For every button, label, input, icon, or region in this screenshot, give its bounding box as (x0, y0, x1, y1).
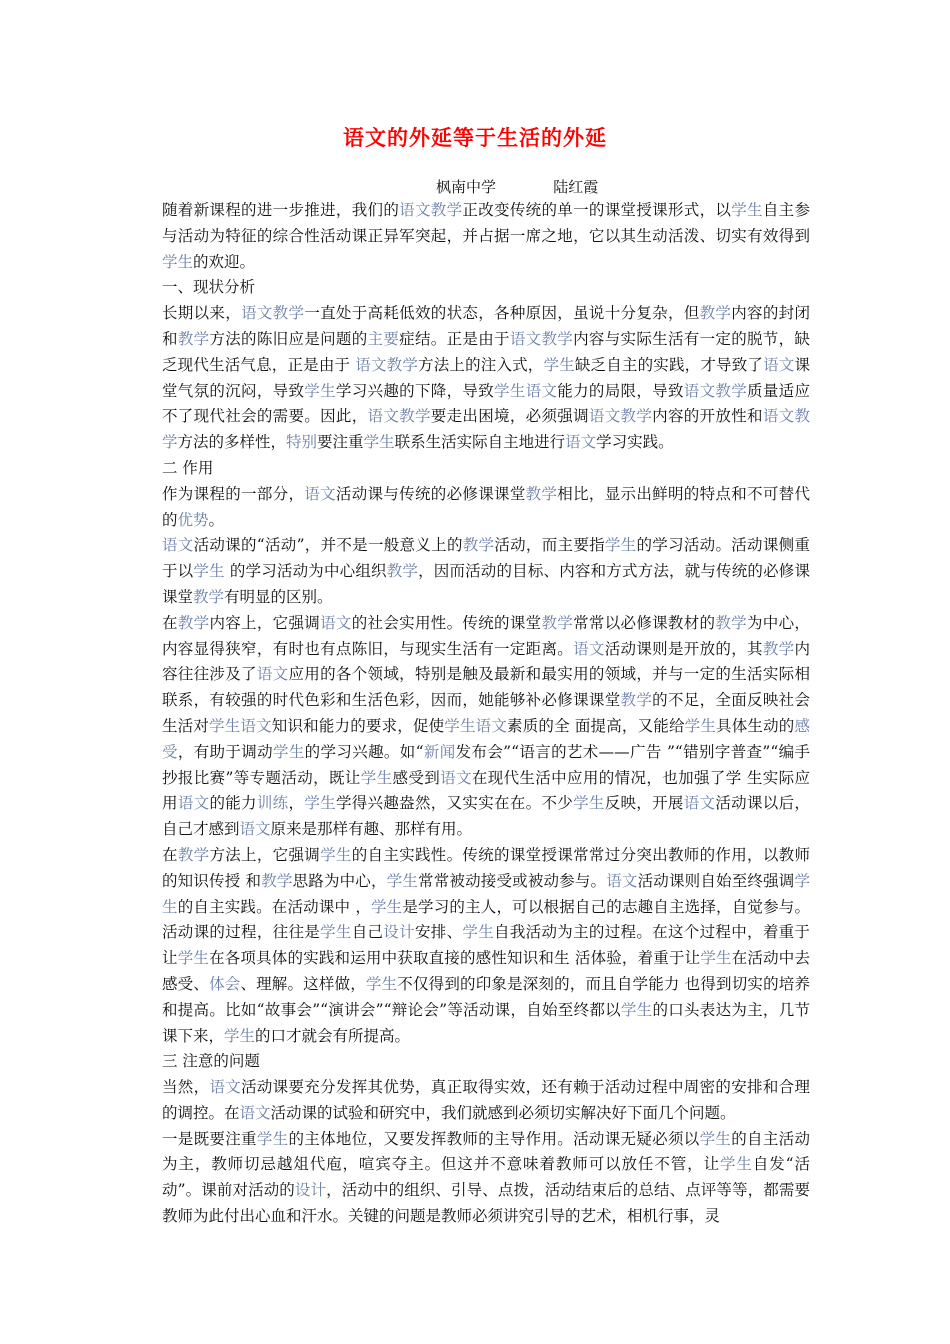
keyword-link[interactable]: 学生 (320, 923, 352, 942)
keyword-link[interactable]: 主要 (367, 329, 400, 348)
keyword-link[interactable]: 语文 (239, 820, 271, 839)
keyword-link[interactable]: 学生 (320, 845, 352, 864)
keyword-link[interactable]: 感受 (162, 716, 810, 761)
keyword-link[interactable]: 设计 (294, 1181, 327, 1200)
keyword-link[interactable]: 语文教学 (355, 355, 419, 374)
keyword-link[interactable]: 教学 (715, 613, 747, 632)
keyword-link[interactable]: 学生 (699, 1129, 732, 1148)
keyword-link[interactable]: 教学 (193, 587, 225, 606)
paragraph: 二 作用 (162, 458, 214, 477)
keyword-link[interactable]: 语文 (525, 381, 558, 400)
school-name: 枫南中学 (436, 178, 497, 196)
paragraph: 三 注意的问题 (162, 1052, 260, 1071)
page-title: 语文的外延等于生活的外延 (343, 126, 607, 150)
keyword-link[interactable]: 语文 (683, 794, 716, 813)
byline (436, 176, 598, 197)
keyword-link[interactable]: 学生 (494, 381, 526, 400)
article-body (162, 198, 810, 1230)
paragraph: 在教学内容上，它强调语文的社会实用性。传统的课堂教学常常以必修课教材的教学为中心，内容显得狭窄，有时也有点陈旧，与现实生活有一定距离。语文活动课则是开放的，其教学内容往往涉及了语文应用的各个领域，特别是触及最新和最实用的领域，并与一定的生活实际相联系，有较强的时代色彩和生活色彩，因而，她能够补必修课课堂教学的不足，全面反映社会生活对学生语文知识和能力的要求，促使学生语文素质的全 面提高，又能给学生具体生动的感受，有助于调动学生的学习兴趣。如“新闻发布会”“语言的艺术——广告 ”“错别字普查”“编手抄报比赛”等专题活动，既让学生感受到语文在现代生活中应用的情况，也加强了学 生实际应用语文的能力训练，学生学得兴趣盎然，又实实在在。不少学生反映，开展语文活动课以后，自己才感到语文原来是那样有趣、那样有用。 (162, 613, 810, 839)
keyword-link[interactable]: 语文 (239, 1103, 271, 1122)
keyword-link[interactable]: 学生 (304, 381, 336, 400)
keyword-link[interactable]: 语文教学 (509, 329, 574, 348)
keyword-link[interactable]: 语文教学 (683, 381, 748, 400)
keyword-link[interactable]: 语文 (162, 536, 194, 555)
keyword-link[interactable]: 学生 (304, 794, 336, 813)
paragraph: 在教学方法上，它强调学生的自主实践性。传统的课堂授课常常过分突出教师的作用，以教师的知识传授 和教学思路为中心，学生常常被动接受或被动参与。语文活动课则自始至终强调学生的自主实践。在活动课中 ，学生是学习的主人，可以根据自己的志趣自主选择，自觉参与。活动课的过程，往往是学生自己设计安排、学生自我活动为主的过程。在这个过程中，着重于让学生在各项具体的实践和运用中获取直接的感性知识和生 活体验，着重于让学生在活动中去感受、体会、理解。这样做，学生不仅得到的印象是深刻的，而且自学能力 也得到切实的培养和提高。比如“故事会”“演讲会”“辩论会”等活动课，自始至终都以学生的口头表达为主，几节课下来，学生的口才就会有所提高。 (162, 845, 810, 1045)
keyword-link[interactable]: 教学 (462, 536, 495, 555)
keyword-link[interactable]: 学生 (365, 974, 398, 993)
paragraph: 一、现状分析 (162, 278, 256, 297)
keyword-link[interactable]: 学生 (256, 1129, 289, 1148)
keyword-link[interactable]: 学生 (444, 716, 476, 735)
keyword-link[interactable]: 教学 (177, 329, 210, 348)
keyword-link[interactable]: 体会 (209, 974, 241, 993)
keyword-link[interactable]: 教学 (525, 484, 558, 503)
keyword-link[interactable]: 语文教学 (162, 407, 810, 452)
keyword-link[interactable]: 语文 (475, 716, 508, 735)
keyword-link[interactable]: 学生 (386, 871, 419, 890)
keyword-link[interactable]: 语文 (573, 639, 605, 658)
author-name: 陆红霞 (553, 178, 599, 196)
keyword-link[interactable]: 语文教学 (588, 407, 653, 426)
keyword-link[interactable]: 学生 (543, 355, 575, 374)
keyword-link[interactable]: 设计 (383, 923, 415, 942)
keyword-link[interactable]: 教学 (177, 845, 210, 864)
keyword-link[interactable]: 语文 (606, 871, 638, 890)
paragraph: 作为课程的一部分，语文活动课与传统的必修课课堂教学相比，显示出鲜明的特点和不可替代的优势。 (162, 484, 810, 529)
keyword-link[interactable]: 语文 (304, 484, 336, 503)
keyword-link[interactable]: 语文 (209, 1078, 242, 1097)
keyword-link[interactable]: 语文 (256, 665, 289, 684)
paragraph: 当然，语文活动课要充分发挥其优势，真正取得实效，还有赖于活动过程中周密的安排和合理的调控。在语文活动课的试验和研究中，我们就感到必须切实解决好下面几个问题。 (162, 1078, 810, 1122)
keyword-link[interactable]: 学生 (363, 433, 395, 452)
keyword-link[interactable]: 教学 (762, 639, 795, 658)
keyword-link[interactable]: 教学 (386, 562, 419, 581)
keyword-link[interactable]: 学生 (272, 742, 305, 761)
keyword-link[interactable]: 语文 (240, 716, 272, 735)
keyword-link[interactable]: 教学 (699, 304, 732, 323)
keyword-link[interactable]: 语文 (440, 768, 472, 787)
keyword-link[interactable]: 学生 (209, 716, 241, 735)
keyword-link[interactable]: 语文 (763, 355, 795, 374)
paragraph: 随着新课程的进一步推进，我们的语文教学正改变传统的单一的课堂授课形式，以学生自主参与活动为特征的综合性活动课正异军突起，并占据一席之地，它以其生动活泼、切实有效得到学生的欢迎。 (162, 201, 810, 271)
keyword-link[interactable]: 学生 (177, 949, 210, 968)
keyword-link[interactable]: 学生 (360, 768, 393, 787)
keyword-link[interactable]: 学生 (620, 1000, 653, 1019)
keyword-link[interactable]: 学生 (604, 536, 637, 555)
keyword-link[interactable]: 教学 (177, 613, 210, 632)
keyword-link[interactable]: 学生 (162, 871, 810, 916)
keyword-link[interactable]: 学生 (731, 201, 763, 219)
keyword-link[interactable]: 学生 (162, 252, 194, 271)
keyword-link[interactable]: 学生 (573, 794, 605, 813)
keyword-link[interactable]: 学生 (700, 949, 732, 968)
keyword-link[interactable]: 学生 (371, 897, 403, 916)
keyword-link[interactable]: 教学 (541, 613, 574, 632)
keyword-link[interactable]: 新闻 (423, 742, 456, 761)
keyword-link[interactable]: 语文教学 (367, 407, 431, 426)
keyword-link[interactable]: 学生 (684, 716, 717, 735)
keyword-link[interactable]: 语文 (320, 613, 352, 632)
keyword-link[interactable]: 教学 (261, 871, 293, 890)
keyword-link[interactable]: 特别 (286, 433, 318, 452)
keyword-link[interactable]: 学生 (719, 1155, 753, 1174)
keyword-link[interactable]: 语文教学 (399, 201, 463, 219)
keyword-link[interactable]: 学生 (193, 562, 225, 581)
keyword-link[interactable]: 训练 (256, 794, 289, 813)
keyword-link[interactable]: 教学 (620, 691, 653, 710)
keyword-link[interactable]: 学生 (224, 1026, 256, 1045)
paragraph: 一是既要注重学生的主体地位，又要发挥教师的主导作用。活动课无疑必须以学生的自主活动为主，教师切忌越俎代庖，喧宾夺主。但这并不意味着教师可以放任不管，让学生自发“活动”。课前对活动的设计，活动中的组织、引导、点拨，活动结束后的总结、点评等等，都需要教师为此付出心血和汗水。关键的问题是教师必须讲究引导的艺术，相机行事，灵 (162, 1129, 810, 1226)
paragraph: 长期以来，语文教学一直处于高耗低效的状态，各种原因，虽说十分复杂，但教学内容的封闭和教学方法的陈旧应是问题的主要症结。正是由于语文教学内容与实际生活有一定的脱节，缺乏现代生活气息，正是由于 语文教学方法上的注入式，学生缺乏自主的实践，才导致了语文课堂气氛的沉闷，导致学生学习兴趣的下降，导致学生语文能力的局限，导致语文教学质量适应不了现代社会的需要。因此，语文教学要走出困境，必须强调语文教学内容的开放性和语文教学方法的多样性，特别要注重学生联系生活实际自主地进行语文学习实践。 (162, 304, 810, 452)
paragraph: 语文活动课的“活动”，并不是一般意义上的教学活动，而主要指学生的学习活动。活动课侧重于以学生 的学习活动为中心组织教学，因而活动的目标、内容和方式方法，就与传统的必修课课堂教学有明显的区别。 (162, 536, 810, 606)
keyword-link[interactable]: 优势 (177, 510, 209, 529)
keyword-link[interactable]: 语文教学 (241, 304, 305, 323)
keyword-link[interactable]: 语文 (565, 433, 597, 452)
keyword-link[interactable]: 语文 (177, 794, 210, 813)
keyword-link[interactable]: 学生 (462, 923, 495, 942)
